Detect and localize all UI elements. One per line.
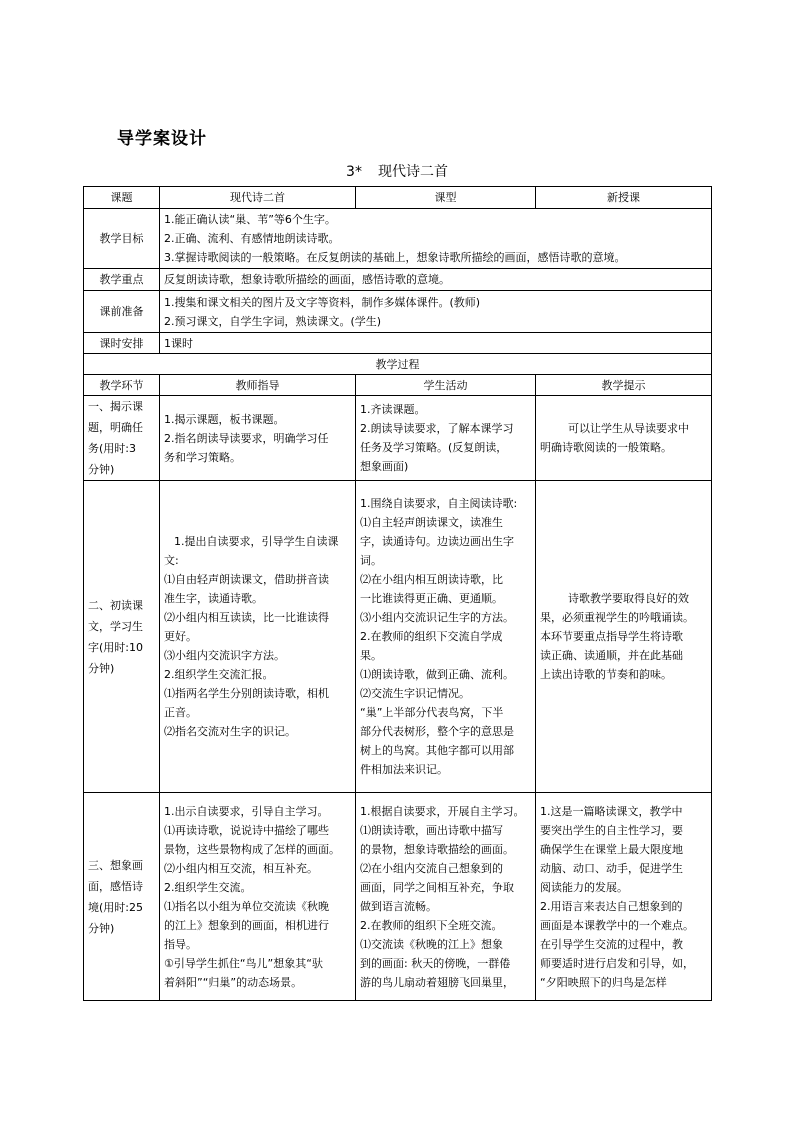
text-line: 一比谁读得更正确、更通顺。 <box>360 592 503 605</box>
stage-line: 面，感悟诗 <box>88 879 143 893</box>
text-line: ⑴自主轻声朗读课文，读准生 <box>360 516 503 529</box>
stage-line: 题，明确任 <box>88 421 143 434</box>
focus-value: 反复朗读诗歌，想象诗歌所描绘的画面，感悟诗歌的意境。 <box>160 269 712 291</box>
text-line: 文: <box>164 554 179 567</box>
text-line: 2.组织学生交流。 <box>164 880 252 894</box>
text-line: 着斜阳”“归巢”的动态场景。 <box>164 975 303 989</box>
text-line: 确保学生在课堂上最大限度地 <box>540 842 683 856</box>
text-line: 2.组织学生交流汇报。 <box>164 668 274 681</box>
text-line: 要突出学生的自主性学习，要 <box>540 823 683 837</box>
text-line: ⑵在小组内相互朗读诗歌，比 <box>360 573 503 586</box>
text-line: 字，读通诗句。边读边画出生字 <box>360 535 514 548</box>
text-line: ⑴自由轻声朗读课文，借助拼音读 <box>164 573 329 586</box>
stage-line: 字(用时:10 <box>88 640 143 654</box>
header-stage: 教学环节 <box>84 375 160 396</box>
text-line: 画面，同学之间相互补充，争取 <box>360 880 514 894</box>
text-line: 阅读能力的发展。 <box>540 880 628 894</box>
teacher-cell <box>160 481 356 793</box>
text-line: 动脑、动口、动手，促进学生 <box>540 861 683 875</box>
text-line: 画面是本课教学中的一个难点。 <box>540 918 694 932</box>
topic-row <box>84 187 712 209</box>
prep-item: 1.搜集和课文相关的图片及文字等资料，制作多媒体课件。(教师) <box>164 295 481 309</box>
stage-line: 文，学习生 <box>88 619 143 633</box>
stage-line: 境(用时:25 <box>88 900 143 914</box>
goals-row <box>84 209 712 269</box>
text-line: 果，必须重视学生的吟哦诵读。 <box>540 611 694 624</box>
process-title: 教学过程 <box>84 354 712 375</box>
stage-line: 三、想象画 <box>88 858 143 872</box>
text-line: 务和学习策略。 <box>164 450 241 464</box>
text-line: “夕阳映照下的归鸟是怎样 <box>540 975 667 989</box>
goals-label: 教学目标 <box>84 209 160 269</box>
text-line: 2.在教师的组织下交流自学成 <box>360 630 503 643</box>
stage-cell <box>84 396 160 481</box>
text-line: ⑴朗读诗歌，做到正确、流利。 <box>360 668 514 681</box>
text-line: 2.用语言来表达自己想象到的 <box>540 899 683 913</box>
text-line: 正音。 <box>164 706 197 719</box>
text-line: 读正确、读通顺，并在此基础 <box>540 649 683 662</box>
tip-cell <box>536 396 712 481</box>
text-line: 在引导学生交流的过程中，教 <box>540 937 683 951</box>
text-line: ⑵交流生字识记情况。 <box>360 687 470 700</box>
text-line: ⑶小组内交流识字方法。 <box>164 649 285 662</box>
stage-line: 一、揭示课 <box>88 400 143 413</box>
prep-label: 课前准备 <box>84 291 160 333</box>
text-line: ⑵小组内相互交流，相互补充。 <box>164 861 318 875</box>
text-line: 更好。 <box>164 630 197 643</box>
time-value: 1课时 <box>160 333 712 354</box>
page-heading: 导学案设计 <box>117 129 207 149</box>
process-header-row <box>84 375 712 396</box>
process-title-row <box>84 354 712 375</box>
teacher-cell <box>160 396 356 481</box>
stage-line: 二、初读课 <box>88 598 143 612</box>
text-line: 1.出示自读要求，引导自主学习。 <box>164 804 329 818</box>
text-line: 部分代表树形，整个字的意思是 <box>360 725 514 738</box>
stage-line: 分钟) <box>88 921 115 935</box>
text-line: ⑴交流读《秋晚的江上》想象 <box>360 937 503 951</box>
text-line: ⑵小组内相互读读，比一比谁读得 <box>164 611 329 624</box>
text-line: ⑵指名交流对生字的识记。 <box>164 725 296 738</box>
prep-item: 2.预习课文，自学生字词，熟读课文。(学生) <box>164 314 382 328</box>
text-line: ⑵在小组内交流自己想象到的 <box>360 861 503 875</box>
time-row <box>84 333 712 354</box>
lesson-title <box>0 161 794 181</box>
type-label: 课型 <box>356 187 536 209</box>
tip-cell <box>536 481 712 793</box>
stage-line: 分钟) <box>88 463 115 476</box>
student-cell <box>356 396 536 481</box>
text-line: 明确诗歌阅读的一般策略。 <box>540 441 672 454</box>
tip-cell <box>536 793 712 1001</box>
prep-row <box>84 291 712 333</box>
header-student: 学生活动 <box>356 375 536 396</box>
focus-row <box>84 269 712 291</box>
text-line: ⑴指两名学生分别朗读诗歌，相机 <box>164 687 329 700</box>
text-line: 本环节要重点指导学生将诗歌 <box>540 630 683 643</box>
text-line: 词。 <box>360 554 382 567</box>
text-line: 1.根据自读要求，开展自主学习。 <box>360 804 525 818</box>
process-row <box>84 481 712 793</box>
goal-item: 1.能正确认读“巢、苇”等6个生字。 <box>164 213 336 226</box>
stage-line: 分钟) <box>88 661 115 675</box>
text-line: 景物，这些景物构成了怎样的画面。 <box>164 842 340 856</box>
text-line: 准生字，读通诗歌。 <box>164 592 263 605</box>
text-line: 2.指名朗读导读要求，明确学习任 <box>164 431 329 445</box>
student-cell <box>356 481 536 793</box>
text-line: 树上的鸟窝。其他字都可以用部 <box>360 744 514 757</box>
text-line: ⑴朗读诗歌，画出诗歌中描写 <box>360 823 503 837</box>
type-value: 新授课 <box>536 187 712 209</box>
text-line: 的江上》想象到的画面，相机进行 <box>164 918 329 932</box>
text-line: 1.围绕自读要求，自主阅读诗歌: <box>360 497 518 510</box>
text-line: ⑴指名以小组为单位交流读《秋晚 <box>164 899 329 913</box>
prep-list <box>160 291 712 333</box>
text-line: 件相加法来识记。 <box>360 763 448 776</box>
topic-label: 课题 <box>84 187 160 209</box>
lesson-name: 现代诗二首 <box>377 164 448 180</box>
process-row <box>84 793 712 1001</box>
text-line: 2.朗读导读要求，了解本课学习 <box>360 422 514 435</box>
process-row <box>84 396 712 481</box>
text-line: 1.揭示课题，板书课题。 <box>164 412 285 426</box>
text-line: 想象画面) <box>360 460 409 473</box>
text-line: 到的画面: 秋天的傍晚，一群倦 <box>360 956 511 970</box>
goals-list <box>160 209 712 269</box>
text-line: ①引导学生抓住“鸟儿”想象其“驮 <box>164 956 323 970</box>
header-tip: 教学提示 <box>536 375 712 396</box>
text-line: ⑶小组内交流识记生字的方法。 <box>360 611 514 624</box>
text-line: 1.齐读课题。 <box>360 403 426 416</box>
teacher-cell <box>160 793 356 1001</box>
text-line: 1.这是一篇略读课文，教学中 <box>540 804 683 818</box>
stage-cell <box>84 481 160 793</box>
header-teacher: 教师指导 <box>160 375 356 396</box>
text-line: 1.提出自读要求，引导学生自读课 <box>174 535 339 548</box>
lesson-plan-table <box>83 186 712 1001</box>
text-line: “巢”上半部分代表鸟窝，下半 <box>360 706 504 719</box>
text-line: 任务及学习策略。(反复朗读， <box>360 441 508 454</box>
text-line: 果。 <box>360 649 382 662</box>
goal-item: 2.正确、流利、有感情地朗读诗歌。 <box>164 232 340 245</box>
text-line: 游的鸟儿扇动着翅膀飞回巢里， <box>360 975 514 989</box>
text-line: ⑴再读诗歌，说说诗中描绘了哪些 <box>164 823 329 837</box>
focus-label: 教学重点 <box>84 269 160 291</box>
text-line: 上读出诗歌的节奏和韵味。 <box>540 668 672 681</box>
text-line: 师要适时进行启发和引导，如， <box>540 956 694 970</box>
time-label: 课时安排 <box>84 333 160 354</box>
stage-cell <box>84 793 160 1001</box>
text-line: 的景物，想象诗歌描绘的画面。 <box>360 842 514 856</box>
text-line: 2.在教师的组织下全班交流。 <box>360 918 503 932</box>
student-cell <box>356 793 536 1001</box>
stage-line: 务(用时:3 <box>88 442 136 455</box>
goal-item: 3.掌握诗歌阅读的一般策略。在反复朗读的基础上，想象诗歌所描绘的画面，感悟诗歌的意境。 <box>164 251 626 264</box>
text-line: 可以让学生从导读要求中 <box>568 422 689 435</box>
text-line: 诗歌教学要取得良好的效 <box>568 592 689 605</box>
text-line: 指导。 <box>164 937 197 951</box>
topic-value: 现代诗二首 <box>160 187 356 209</box>
text-line: 做到语言流畅。 <box>360 899 437 913</box>
lesson-number: 3* <box>346 164 362 180</box>
